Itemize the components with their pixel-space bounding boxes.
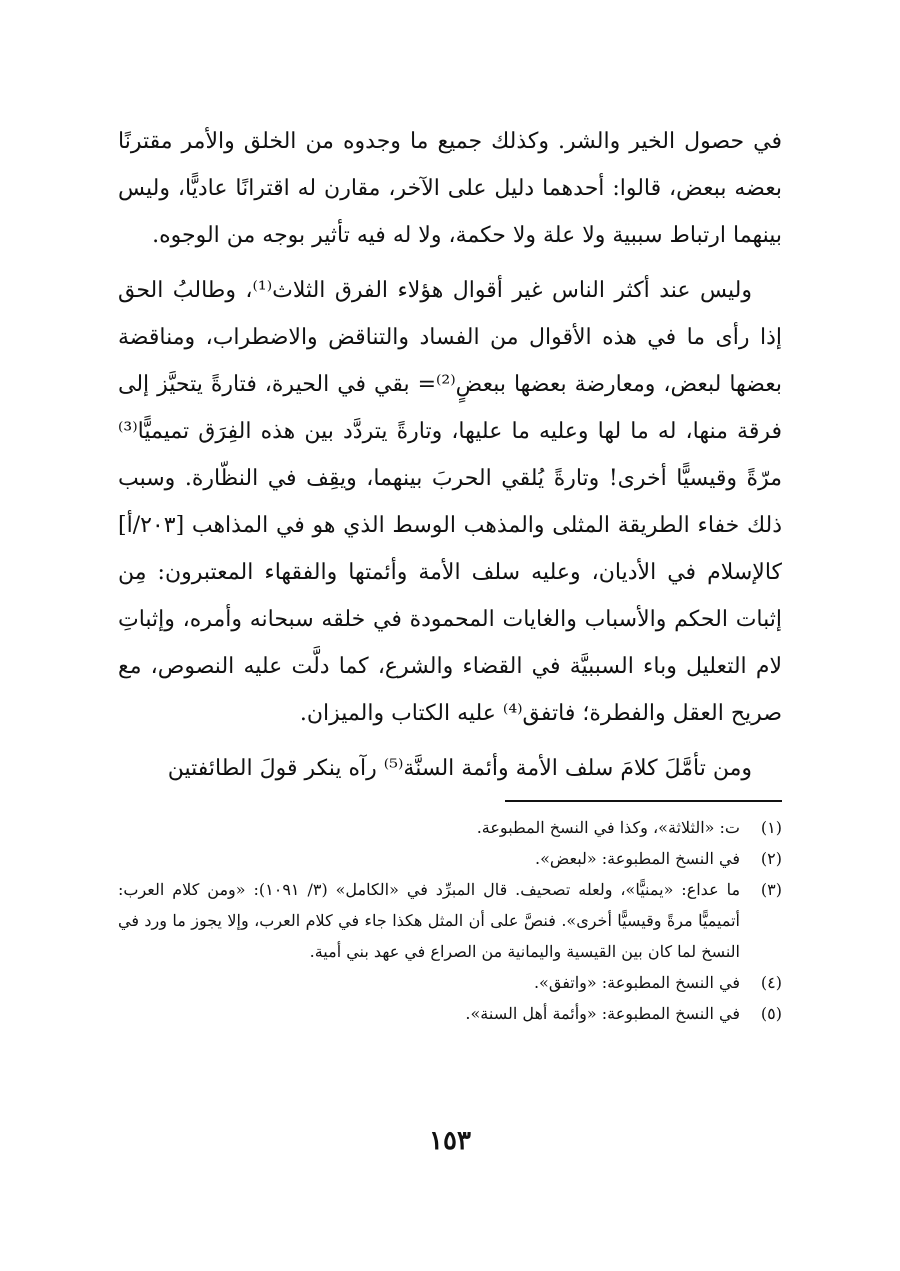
main-text [118,118,782,792]
footnote-5 [118,998,782,1029]
footnote-number: (٣) [760,880,782,899]
paragraph-2: وليس عند أكثر الناس غير أقوال هؤلاء الفرق الثلاث⁽¹⁾، وطالبُ الحق إذا رأى ما في هذه الأقوال من الفساد والتناقض والاضطراب، ومناقضة بعضها لبعض، ومعارضة بعضها ببعضٍ⁽²⁾= بقي في الحيرة، فتارةً يتحيَّز إلى فرقة منها، له ما لها وعليه ما عليها، وتارةً يتردَّد بين هذه الفِرَق تميميًّا⁽³⁾ مرّةً وقيسيًّا أخرى! وتارةً يُلقي الحربَ بينهما، ويقِف في النظّارة. وسبب ذلك خفاء الطريقة المثلى والمذهب الوسط الذي هو في المذاهب [٢٠٣/أ] كالإسلام في الأديان، وعليه سلف الأمة وأئمتها والفقهاء المعتبرون: مِن إثبات الحكم والأسباب والغايات المحمودة في خلقه سبحانه وأمره، وإثباتِ لام التعليل وباء السببيَّة في القضاء والشرع، كما دلَّت عليه النصوص، مع صريح العقل والفطرة؛ فاتفق⁽⁴⁾ عليه الكتاب والميزان. [118,278,783,726]
footnote-number: (١) [760,818,782,837]
paragraph-3: ومن تأمَّلَ كلامَ سلف الأمة وأئمة السنَّة⁽⁵⁾ رآه ينكر قولَ الطائفتين [167,756,752,781]
footnote-text: ما عداع: «يمنيًّا»، ولعله تصحيف. قال المبرِّد في «الكامل» (٣/ ١٠٩١): «ومن كلام العرب: أتميميًّا مرةً وقيسيًّا أخرى». فنصَّ على أن المثل هكذا جاء في كلام العرب، وإلا يجوز ما ورد في النسخ لما كان بين القيسية واليمانية من الصراع في عهد بني أمية. [118,880,741,961]
footnote-text: في النسخ المطبوعة: «وأئمة أهل السنة». [465,1004,740,1023]
footnote-separator [505,800,782,802]
footnote-2 [118,843,782,874]
footnote-3 [118,874,782,967]
footnotes [118,812,782,1029]
footnote-number: (٤) [760,973,782,992]
page-number: ١٥٣ [429,1126,471,1156]
footnote-4 [118,967,782,998]
footnote-text: ت: «الثلاثة»، وكذا في النسخ المطبوعة. [476,818,740,837]
footnote-number: (٢) [760,849,782,868]
footnote-text: في النسخ المطبوعة: «واتفق». [533,973,740,992]
paragraph-1: في حصول الخير والشر. وكذلك جميع ما وجدوه من الخلق والأمر مقترنًا بعضه ببعض، قالوا: أحدهما دليل على الآخر، مقارن له اقترانًا عاديًّا، وليس بينهما ارتباط سببية ولا علة ولا حكمة، ولا له فيه تأثير بوجه من الوجوه. [118,129,782,248]
footnote-text: في النسخ المطبوعة: «لبعض». [535,849,740,868]
footnote-1 [118,812,782,843]
footnote-number: (٥) [760,1004,782,1023]
